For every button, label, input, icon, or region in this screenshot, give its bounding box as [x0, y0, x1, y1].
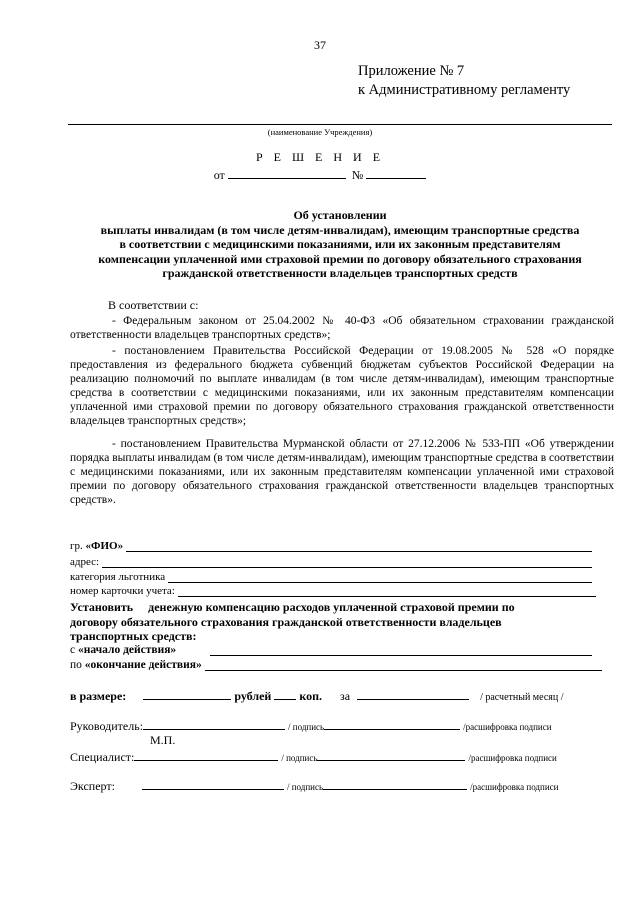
- head-decode-blank[interactable]: [324, 718, 460, 730]
- legal-basis-intro: В соответствии с:: [108, 298, 199, 312]
- rubles-label: рублей: [234, 689, 272, 703]
- signature-caption: / подпись: [281, 753, 318, 763]
- establish-text: транспортных средств:: [70, 629, 197, 643]
- category-blank[interactable]: [168, 572, 592, 583]
- signature-caption: / подпись: [288, 722, 325, 732]
- period-end-field: [70, 659, 602, 671]
- subject-line: в соответствии с медицинскими показаниями, или их законным представителям: [119, 237, 561, 251]
- head-label: Руководитель:: [70, 719, 144, 733]
- rubles-blank[interactable]: [143, 688, 231, 700]
- card-number-field: [70, 585, 596, 597]
- period-start-prefix: с: [70, 644, 76, 656]
- number-label: №: [351, 168, 364, 182]
- period-blank[interactable]: [357, 688, 469, 700]
- specialist-signature-blank[interactable]: [134, 749, 278, 761]
- legal-basis-item: - постановлением Правительства Мурманской области от 27.12.2006 № 533-ПП «Об утверждении порядка выплаты инвалидам (в том числе детям-инвалидам), имеющим транспортные средства в соответствии с медицинскими показаниями, или их законным представителям компенсации уплаченной ими страховой премии по договору обязательного страхования гражданской ответственности владельцев транспортных средств».: [70, 438, 614, 506]
- institution-caption: (наименование Учреждения): [267, 127, 373, 137]
- expert-signature-blank[interactable]: [142, 778, 284, 790]
- appendix-reference: к Административному регламенту: [358, 82, 571, 98]
- signature-caption: / подпись: [286, 782, 324, 792]
- date-label: от: [213, 168, 225, 182]
- expert-signature-line: [70, 778, 558, 794]
- month-label: / расчетный месяц /: [480, 692, 564, 703]
- subject-line: компенсации уплаченной ими страховой премии по договору обязательного страхования: [98, 251, 582, 266]
- citizen-prefix: гр.: [70, 540, 83, 552]
- establish-block: [70, 600, 610, 644]
- citizen-name-blank[interactable]: [126, 541, 592, 552]
- citizen-field: [70, 540, 592, 552]
- citizen-name: «ФИО»: [85, 540, 124, 552]
- expert-label: Эксперт:: [70, 779, 115, 793]
- amount-line: [70, 688, 564, 704]
- kopecks-blank[interactable]: [274, 688, 296, 700]
- number-blank[interactable]: [366, 167, 426, 179]
- seal-place: М.П.: [150, 733, 176, 747]
- address-label: адрес:: [70, 556, 100, 568]
- category-label: категория льготника: [70, 571, 166, 583]
- specialist-label: Специалист:: [70, 750, 135, 764]
- decode-caption: /расшифровка подписи: [468, 753, 557, 763]
- period-for-label: за: [340, 689, 351, 703]
- period-end-blank[interactable]: [205, 660, 602, 671]
- decode-caption: /расшифровка подписи: [463, 722, 552, 732]
- head-signature-blank[interactable]: [143, 718, 285, 730]
- card-number-label: номер карточки учета:: [70, 585, 175, 597]
- page-number: 37: [314, 38, 326, 52]
- head-signature-line: [70, 718, 552, 734]
- establish-text: договору обязательного страхования гражданской ответственности владельцев: [70, 614, 502, 629]
- period-start-value: «начало действия»: [77, 644, 177, 656]
- decision-date-line: [0, 167, 640, 183]
- specialist-decode-blank[interactable]: [317, 749, 465, 761]
- category-field: [70, 571, 592, 583]
- legal-basis-item: - Федеральным законом от 25.04.2002 № 40-ФЗ «Об обязательном страховании гражданской ответственности владельцев транспортных средств»;: [70, 315, 614, 341]
- address-field: [70, 556, 592, 568]
- decision-subject: [60, 208, 620, 281]
- subject-line: гражданской ответственности владельцев транспортных средств: [162, 266, 518, 280]
- establish-text-end: транспортных средств: [70, 629, 193, 643]
- establish-verb: Установить: [70, 600, 134, 614]
- subject-line: Об установлении: [293, 208, 387, 222]
- decision-title: Р Е Ш Е Н И Е: [255, 150, 385, 164]
- period-end-prefix: по: [70, 659, 82, 671]
- amount-label: в размере:: [70, 689, 127, 703]
- kopecks-label: коп.: [299, 689, 323, 703]
- date-blank[interactable]: [228, 167, 346, 179]
- establish-text: денежную компенсацию расходов уплаченной страховой премии по: [148, 600, 515, 614]
- period-start-blank[interactable]: [210, 645, 592, 656]
- appendix-header: [358, 62, 570, 100]
- institution-line: [68, 124, 612, 125]
- period-end-value: «окончание действия»: [84, 659, 202, 671]
- expert-decode-blank[interactable]: [323, 778, 467, 790]
- specialist-signature-line: [70, 749, 557, 765]
- appendix-number: Приложение № 7: [358, 63, 465, 79]
- period-start-field: [70, 644, 592, 656]
- card-number-blank[interactable]: [178, 586, 596, 597]
- address-blank[interactable]: [102, 557, 592, 568]
- subject-line: выплаты инвалидам (в том числе детям-инвалидам), имеющим транспортные средства: [100, 222, 580, 237]
- decode-caption: /расшифровка подписи: [470, 782, 559, 792]
- legal-basis-item: - постановлением Правительства Российской Федерации от 19.08.2005 № 528 «О порядке предоставления из федерального бюджета субвенций бюджетам субъектов Российской Федерации на реализацию полномочий по выплате инвалидам (в том числе детям-инвалидам), имеющим транспортные средства в соответствии с медицинскими показаниями, или их законным представителям компенсации уплаченной ими страховой премии по договору обязательного страхования гражданской ответственности владельцев транспортных средств»;: [70, 345, 614, 427]
